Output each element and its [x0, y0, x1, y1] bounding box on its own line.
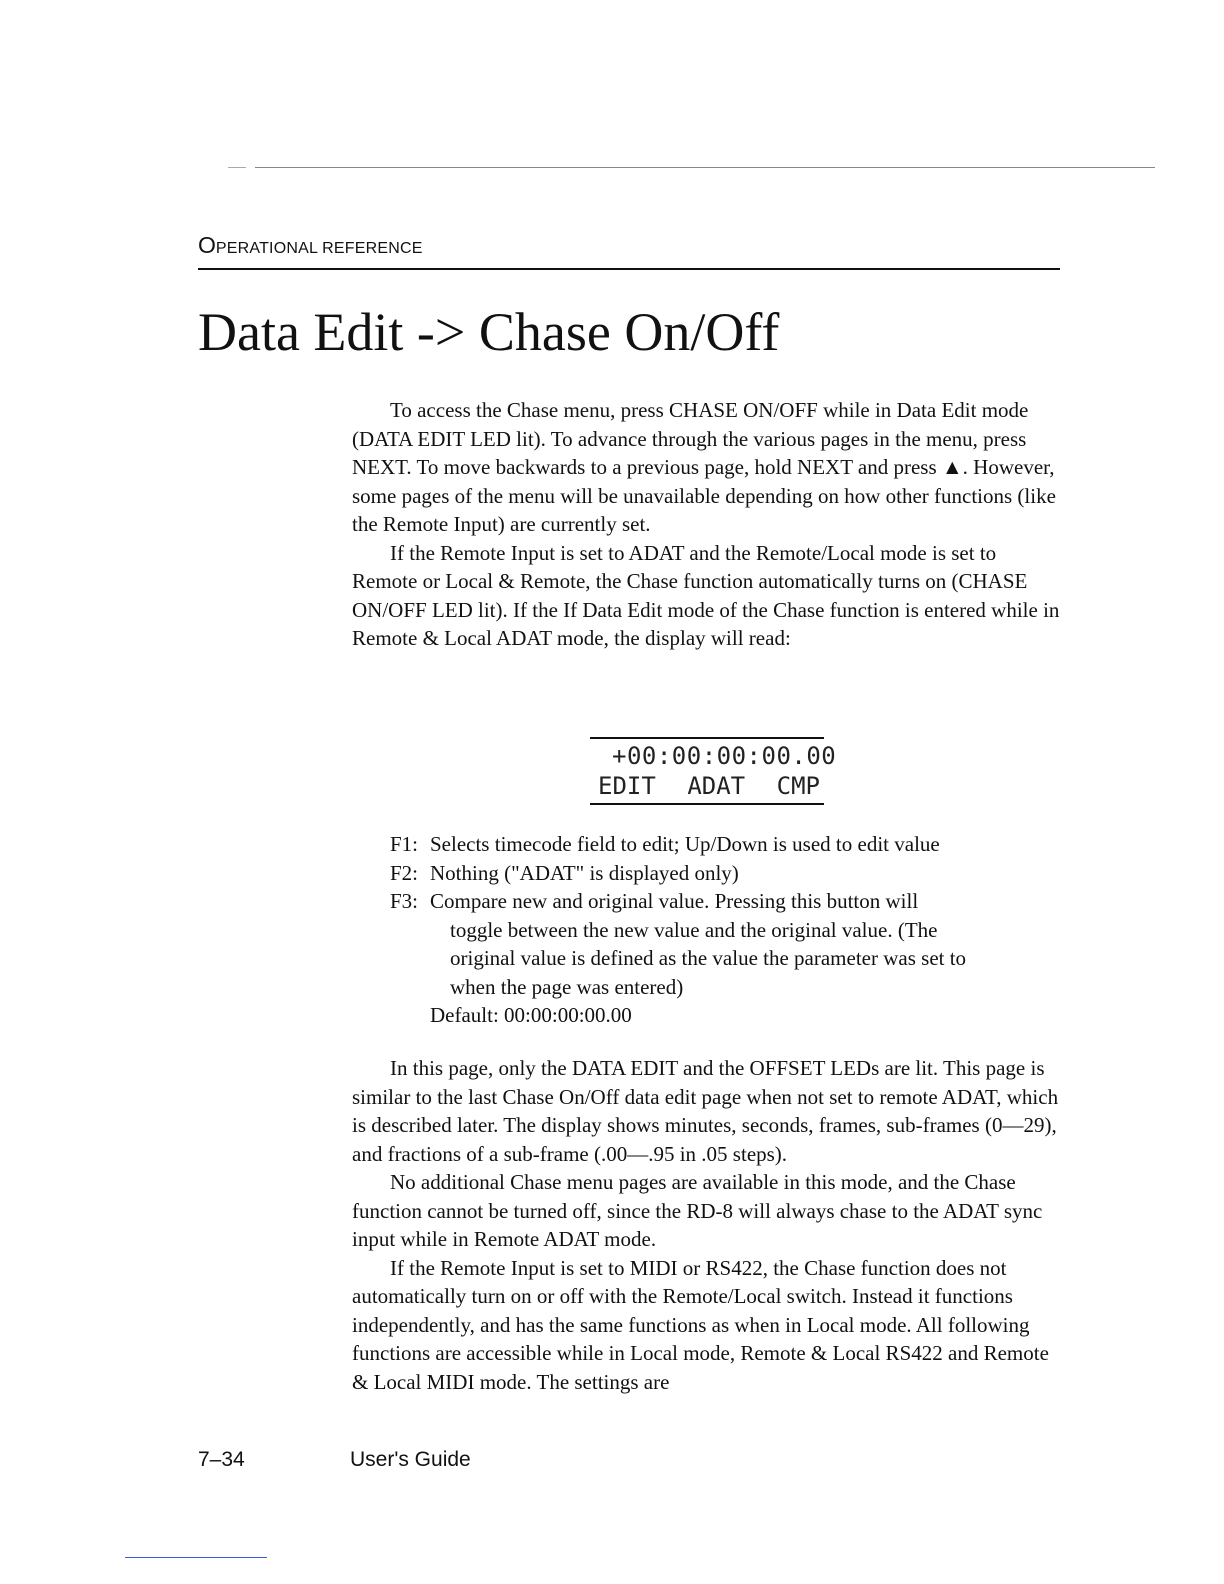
function-key-description: Compare new and original value. Pressing this button will [430, 889, 919, 913]
top-rule [255, 167, 1155, 168]
function-key-label: F2: [390, 860, 419, 885]
function-key-continuation: toggle between the new value and the original value. (The [450, 917, 938, 942]
lcd-soft-key-edit: EDIT [598, 772, 656, 800]
intro-paragraph: If the Remote Input is set to ADAT and the Remote/Local mode is set to Remote or Local & Remote, the Chase function automatically turns on (CHASE ON/OFF LED lit). If the If Data Edit mode of the Chase function is entered while in Remote & Local ADAT mode, the display will read: [352, 540, 1060, 650]
function-key-item [390, 859, 1070, 888]
function-key-continuation: original value is defined as the value the parameter was set to [450, 946, 967, 970]
footer-guide-title: User's Guide [350, 1448, 471, 1471]
default-value: Default: 00:00:00:00.00 [430, 1003, 632, 1027]
page-title: Data Edit -> Chase On/Off [198, 302, 780, 362]
function-key-item [390, 887, 1070, 916]
section-header [198, 232, 1060, 270]
body-paragraph: If the Remote Input is set to MIDI or RS422, the Chase function does not automatically turn on or off with the Remote/Local switch. Instead it functions independently, and has the same functions as when in Local mode. All following functions are accessible while in Local mode, Remote & Local RS422 and Remote & Local MIDI mode. The settings are [352, 1255, 1049, 1394]
body-paragraph: In this page, only the DATA EDIT and the OFFSET LEDs are lit. This page is similar to the last Chase On/Off data edit page when not set to remote ADAT, which is described later. The display shows minutes, seconds, frames, sub-frames (0—29), and fractions of a sub-frame (.00—.95 in .05 steps). [352, 1056, 1059, 1166]
function-key-list [390, 830, 1070, 1030]
top-rule-dash [228, 167, 246, 168]
function-key-description: Selects timecode field to edit; Up/Down is used to edit value [430, 832, 940, 856]
lcd-timecode: +00:00:00:00.00 [612, 742, 837, 770]
lcd-display [590, 737, 837, 805]
section-header-text: PERATIONAL REFERENCE [215, 240, 423, 257]
lcd-soft-keys [598, 771, 820, 801]
function-key-description: Nothing ("ADAT" is displayed only) [430, 860, 739, 885]
function-key-continuation: when the page was entered) [450, 974, 684, 999]
function-key-item [390, 830, 1070, 859]
function-key-label: F3: [390, 889, 419, 913]
section-header-initial: O [198, 232, 216, 258]
intro-paragraph: To access the Chase menu, press CHASE ON/OFF while in Data Edit mode (DATA EDIT LED lit). To advance through the various pages in the menu, press NEXT. To move backwards to a previous page, hold NEXT and press ▲. However, some pages of the menu will be unavailable depending on how other functions (like the Remote Input) are currently set. [352, 398, 1056, 536]
body-text [352, 1054, 1062, 1396]
intro-text [352, 396, 1062, 653]
footer-page-number: 7–34 [198, 1448, 245, 1471]
body-paragraph: No additional Chase menu pages are available in this mode, and the Chase function cannot be turned off, since the RD-8 will always chase to the ADAT sync input while in Remote ADAT mode. [352, 1170, 1043, 1251]
function-key-label: F1: [390, 832, 419, 856]
bottom-link-line [125, 1557, 267, 1558]
lcd-soft-key-cmp: CMP [776, 772, 820, 800]
lcd-soft-key-adat: ADAT [687, 772, 746, 800]
